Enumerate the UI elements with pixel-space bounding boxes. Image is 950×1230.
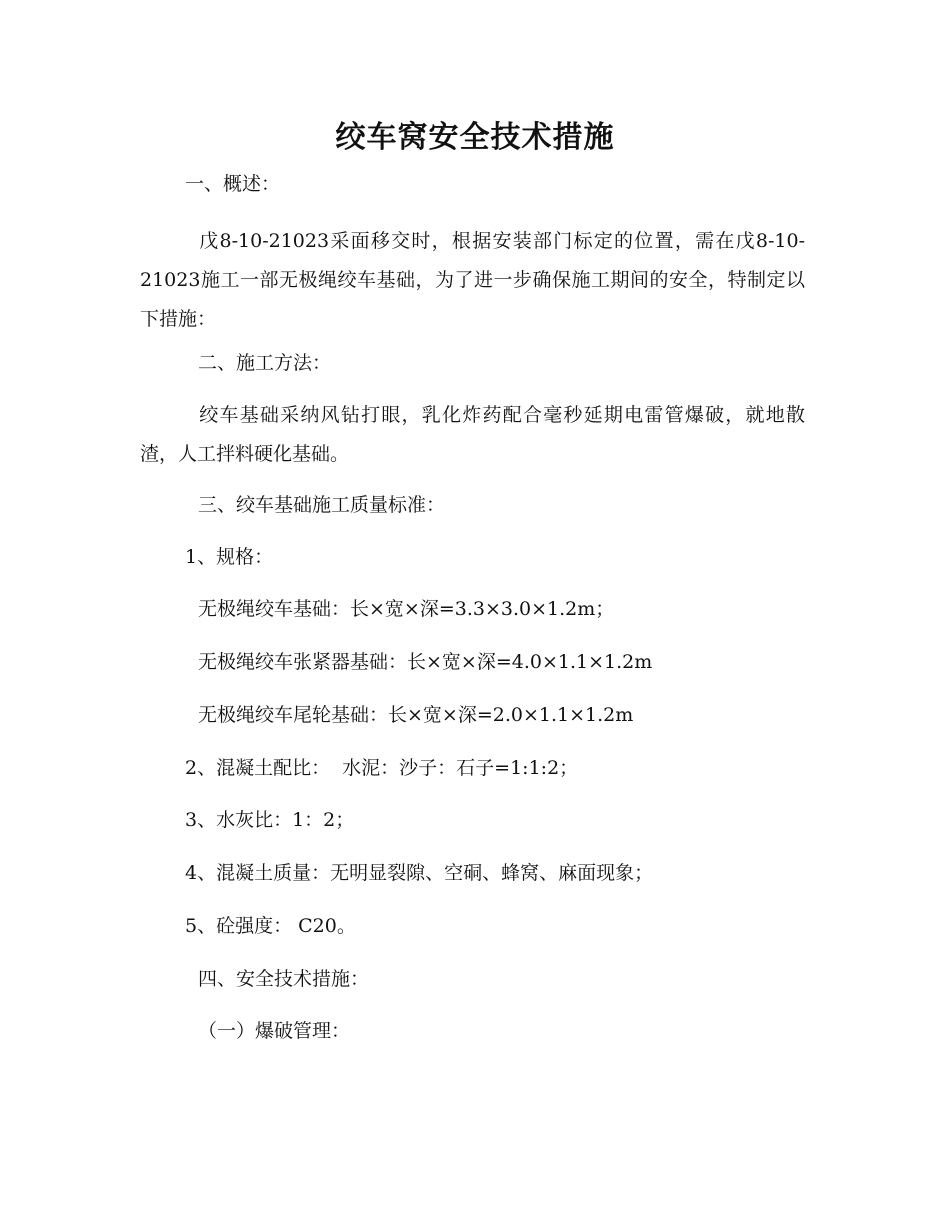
concrete-quality: 4、混凝土质量：无明显裂隙、空硐、蜂窝、麻面现象；: [185, 862, 654, 884]
safety-heading: 四、安全技术措施：: [198, 968, 370, 990]
method-text: 绞车基础采纳风钻打眼，乳化炸药配合毫秒延期电雷管爆破，就地散渣，人工拌料硬化基础。: [140, 404, 805, 465]
method-paragraph: [140, 396, 805, 474]
standard-heading: 三、绞车基础施工质量标准：: [198, 494, 446, 516]
spec-heading: 1、规格：: [185, 546, 274, 568]
spec-item: 无极绳绞车张紧器基础：长×宽×深=4.0×1.1×1.2m: [198, 651, 653, 673]
method-heading: 二、施工方法：: [198, 352, 332, 374]
overview-text: 戊8-10-21023采面移交时，根据安装部门标定的位置，需在戊8-10-21023施工一部无极绳绞车基础，为了进一步确保施工期间的安全，特制定以下措施：: [140, 230, 805, 330]
mix-ratio: 2、混凝土配比： 水泥：沙子：石子=1:1:2；: [185, 757, 579, 779]
overview-paragraph: [140, 222, 805, 339]
water-cement-ratio: 3、水灰比：1：2；: [185, 809, 355, 831]
concrete-strength: 5、砼强度： C20。: [185, 915, 356, 937]
spec-item: 无极绳绞车基础：长×宽×深=3.3×3.0×1.2m；: [198, 598, 615, 620]
overview-heading: 一、概述：: [185, 173, 281, 195]
spec-item: 无极绳绞车尾轮基础：长×宽×深=2.0×1.1×1.2m: [198, 704, 634, 726]
document-title: 绞车窝安全技术措施: [335, 120, 615, 155]
blasting-heading: （一）爆破管理：: [198, 1020, 351, 1042]
